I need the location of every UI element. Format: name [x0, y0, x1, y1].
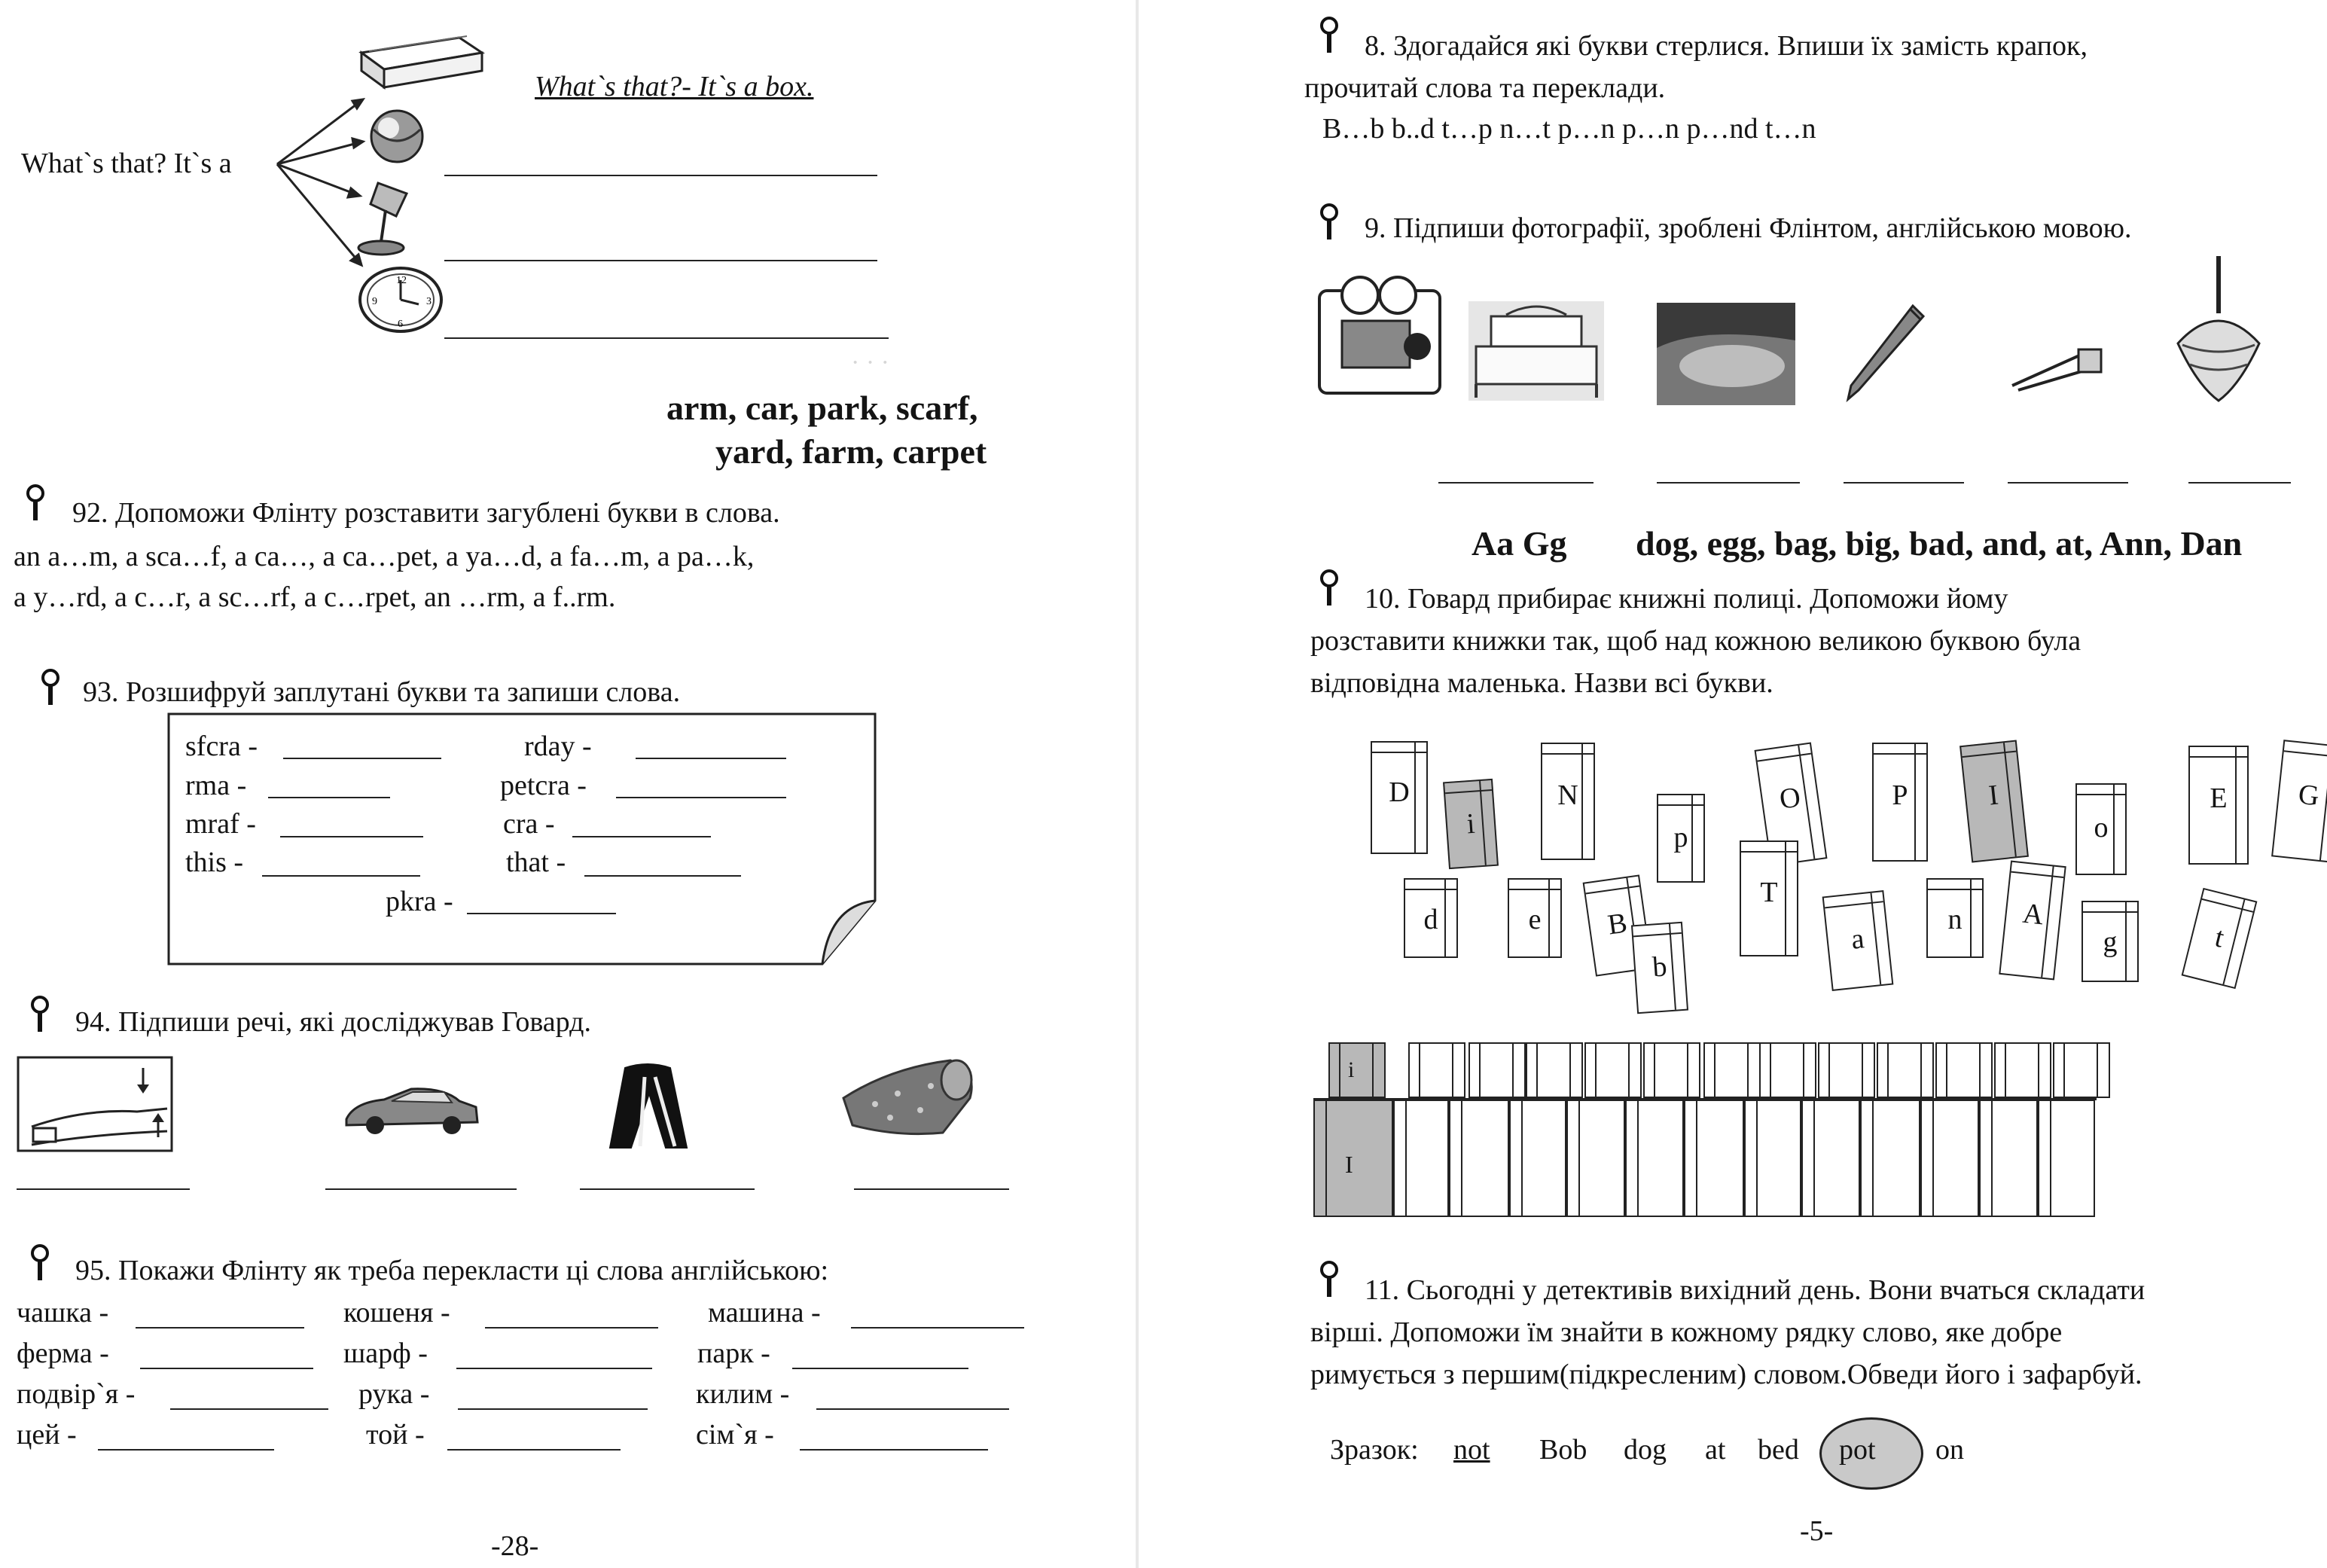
book-T[interactable]: [1740, 840, 1798, 956]
shelf-top-slot[interactable]: [1584, 1042, 1642, 1098]
answer-line[interactable]: [2188, 482, 2291, 484]
ex95-word: чашка -: [17, 1297, 109, 1329]
book-N[interactable]: [1541, 743, 1595, 860]
shelf-top-slot[interactable]: [2053, 1042, 2110, 1098]
book-letter: N: [1557, 779, 1578, 811]
letters-header: Aa Gg: [1472, 524, 1567, 563]
clock-icon: [357, 265, 444, 334]
ex10-title-line3: відповідна маленька. Назви всі букви.: [1310, 667, 1773, 699]
answer-line[interactable]: [458, 1408, 648, 1410]
book-A[interactable]: [1999, 861, 2066, 981]
book-letter: A: [2020, 898, 2045, 932]
answer-line[interactable]: [851, 1327, 1024, 1329]
book-letter: G: [2297, 778, 2321, 812]
shelf-small-letter: i: [1348, 1057, 1355, 1082]
ex93-item: sfcra -: [185, 731, 258, 762]
book-letter: T: [1760, 877, 1778, 908]
answer-line[interactable]: [800, 1449, 988, 1451]
shelf-bottom-slot[interactable]: [1684, 1100, 1744, 1217]
shelf-top-slot[interactable]: [1643, 1042, 1700, 1098]
key-icon: [30, 1244, 50, 1282]
answer-line[interactable]: [636, 758, 786, 759]
shelf-ledge: [1313, 1098, 2097, 1100]
answer-line[interactable]: [444, 175, 877, 176]
answer-line[interactable]: [485, 1327, 658, 1329]
ex95-word: ферма -: [17, 1338, 109, 1369]
shelf-bottom-slot[interactable]: [1744, 1100, 1801, 1217]
ex11-option[interactable]: on: [1935, 1434, 1964, 1466]
key-icon: [1319, 1261, 1339, 1298]
answer-line[interactable]: [280, 836, 423, 837]
answer-line[interactable]: [1844, 482, 1964, 484]
answer-line[interactable]: [17, 1188, 190, 1190]
book-letter: t: [2212, 921, 2228, 954]
shelf-bottom-slot[interactable]: [1860, 1100, 1920, 1217]
pond-icon: [1657, 303, 1795, 405]
answer-line[interactable]: [268, 797, 390, 798]
page-number: -5-: [1800, 1515, 1834, 1547]
ex95-word: кошеня -: [343, 1297, 450, 1329]
book-letter: a: [1850, 922, 1866, 956]
key-icon: [1319, 203, 1339, 241]
ex95-word: килим -: [696, 1378, 790, 1410]
word-list-line2: yard, farm, carpet: [715, 432, 987, 471]
top-icon: [2172, 253, 2265, 405]
key-icon: [1319, 17, 1339, 54]
book-a[interactable]: [1822, 890, 1894, 991]
ex11-option[interactable]: dog: [1624, 1434, 1667, 1466]
shelf-bottom-slot[interactable]: [1449, 1100, 1509, 1217]
book-letter: P: [1892, 779, 1908, 812]
shelf-top-slot[interactable]: [1328, 1042, 1386, 1098]
key-icon: [1319, 569, 1339, 607]
ex93-title: 93. Розшифруй заплутані букви та запиши слова.: [83, 676, 681, 708]
shelf-top-slot[interactable]: [1759, 1042, 1816, 1098]
box-icon: [354, 23, 489, 90]
car-icon: [339, 1081, 482, 1136]
book-d[interactable]: [1404, 878, 1458, 958]
answer-line[interactable]: [170, 1408, 328, 1410]
intro-example: What`s that?- It`s a box.: [535, 71, 814, 102]
shelf-bottom-slot[interactable]: [1920, 1100, 1979, 1217]
shelf-top-slot[interactable]: [1703, 1042, 1761, 1098]
book-letter: p: [1673, 822, 1688, 854]
answer-line[interactable]: [136, 1327, 304, 1329]
book-letter: E: [2210, 782, 2228, 815]
ex9-title: 9. Підпиши фотографії, зроблені Флінтом, англійською мовою.: [1365, 212, 2132, 244]
arm-icon: [17, 1056, 175, 1154]
answer-line[interactable]: [98, 1449, 274, 1451]
shelf-bottom-slot[interactable]: [1979, 1100, 2038, 1217]
shelf-bottom-slot[interactable]: [1566, 1100, 1625, 1217]
ex93-item: rday -: [524, 731, 592, 762]
ex11-sample-word: not: [1453, 1434, 1490, 1466]
book-e[interactable]: [1508, 878, 1562, 958]
book-t[interactable]: [2182, 888, 2258, 989]
ex95-word: шарф -: [343, 1338, 428, 1369]
ex10-title-line1: 10. Говард прибирає книжні полиці. Допоможи йому: [1365, 583, 2008, 615]
ex92-line1: an a…m, a sca…f, a ca…, a ca…pet, a ya…d, a fa…m, a pa…k,: [14, 541, 755, 572]
book-letter: e: [1528, 903, 1542, 935]
key-icon: [26, 484, 45, 522]
book-letter: d: [1423, 903, 1438, 935]
ex95-word: парк -: [697, 1338, 770, 1369]
ex95-word: цей -: [17, 1419, 77, 1451]
book-letter: n: [1947, 903, 1963, 935]
ex93-item: mraf -: [185, 808, 256, 840]
ex11-option[interactable]: at: [1705, 1434, 1726, 1466]
lamp-icon: [348, 177, 431, 260]
shelf-big-letter: I: [1345, 1151, 1353, 1178]
answer-line[interactable]: [792, 1368, 968, 1369]
book-letter: i: [1465, 807, 1476, 840]
book-I[interactable]: [1959, 740, 2029, 862]
answer-line[interactable]: [140, 1368, 313, 1369]
answer-line[interactable]: [1438, 482, 1594, 484]
intro-prompt: What`s that? It`s a: [21, 148, 232, 179]
book-letter: g: [2103, 926, 2118, 959]
svg-text:6: 6: [398, 319, 403, 330]
book-letter: O: [1777, 780, 1803, 816]
answer-line[interactable]: [444, 260, 877, 261]
left-page: [0, 0, 1137, 1568]
shelf-bottom-slot[interactable]: [1393, 1100, 1449, 1217]
pin-icon: [2003, 342, 2107, 395]
answer-line[interactable]: [580, 1188, 755, 1190]
ex10-title-line2: розставити книжки так, щоб над кожною великою буквою була: [1310, 625, 2081, 657]
ex94-title: 94. Підпиши речі, які досліджував Говард.: [75, 1006, 591, 1038]
answer-line[interactable]: [456, 1368, 652, 1369]
pen-icon: [1838, 300, 1928, 405]
ex8-words: B…b b..d t…p n…t p…n p…n p…nd t…n: [1322, 113, 1816, 145]
answer-line[interactable]: [572, 836, 711, 837]
book-letter: I: [1987, 779, 2000, 812]
answer-line[interactable]: [447, 1449, 621, 1451]
ex11-sample-label: Зразок:: [1330, 1434, 1419, 1466]
answer-line[interactable]: [262, 875, 420, 877]
shelf-bottom-slot[interactable]: [1313, 1100, 1393, 1217]
book-o[interactable]: [2075, 783, 2127, 875]
shelf-bottom-slot[interactable]: [2038, 1100, 2095, 1217]
book-E[interactable]: [2188, 746, 2249, 865]
svg-text:9: 9: [372, 296, 377, 307]
ex93-item: rma -: [185, 770, 247, 801]
shelf-bottom-slot[interactable]: [1801, 1100, 1860, 1217]
shelf-top-slot[interactable]: [1935, 1042, 1993, 1098]
ex11-option-circled[interactable]: pot: [1839, 1434, 1876, 1466]
shelf-top-slot[interactable]: [1526, 1042, 1583, 1098]
book-letter: o: [2094, 812, 2109, 844]
ex95-title: 95. Покажи Флінту як треба перекласти ці слова англійською:: [75, 1255, 829, 1286]
ex11-title-line2: вірші. Допоможи їм знайти в кожному рядку слово, яке добре: [1310, 1316, 2063, 1348]
projector-icon: [1315, 273, 1447, 399]
ex95-word: машина -: [708, 1297, 821, 1329]
shelf-bottom-slot[interactable]: [1509, 1100, 1566, 1217]
answer-line[interactable]: [854, 1188, 1009, 1190]
book-n[interactable]: [1926, 878, 1984, 958]
book-p[interactable]: [1657, 794, 1705, 883]
answer-line[interactable]: [1657, 482, 1800, 484]
svg-text:3: 3: [426, 296, 432, 307]
ex95-word: рука -: [358, 1378, 430, 1410]
book-letter: b: [1651, 950, 1668, 984]
ex11-option[interactable]: bed: [1758, 1434, 1799, 1466]
answer-line[interactable]: [816, 1408, 1009, 1410]
book-g[interactable]: [2081, 901, 2139, 982]
scarf-icon: [602, 1063, 693, 1152]
shelf-top-slot[interactable]: [1818, 1042, 1875, 1098]
ex95-word: той -: [366, 1419, 425, 1451]
ex92-line2: a y…rd, a c…r, a sc…rf, a c…rpet, an …rm, a f..rm.: [14, 581, 616, 613]
answer-line[interactable]: [283, 758, 441, 759]
key-icon: [41, 669, 60, 706]
ex93-item: cra -: [503, 808, 555, 840]
answer-line[interactable]: [325, 1188, 517, 1190]
book-P[interactable]: [1872, 743, 1928, 862]
ex93-item: pkra -: [386, 886, 453, 917]
letters-words: dog, egg, bag, big, bad, and, at, Ann, Dan: [1636, 524, 2243, 563]
bleed-through: · · ·: [851, 349, 889, 377]
ex92-title: 92. Допоможи Флінту розставити загублені букви в слова.: [72, 497, 780, 529]
page-number: -28-: [491, 1530, 539, 1562]
answer-line[interactable]: [616, 797, 786, 798]
ex93-item: this -: [185, 847, 244, 878]
book-letter: B: [1606, 907, 1630, 941]
answer-line[interactable]: [2008, 482, 2128, 484]
book-b[interactable]: [1631, 922, 1688, 1014]
ex11-option[interactable]: Bob: [1539, 1434, 1587, 1466]
carpet-icon: [837, 1053, 981, 1140]
ex11-title-line1: 11. Сьогодні у детективів вихідний день. Вони вчаться складати: [1365, 1274, 2146, 1306]
answer-line[interactable]: [584, 875, 741, 877]
answer-line[interactable]: [444, 337, 889, 339]
shelf-top-slot[interactable]: [1468, 1042, 1526, 1098]
ball-icon: [368, 107, 426, 166]
book-i[interactable]: [1443, 779, 1499, 869]
word-list-line1: arm, car, park, scarf,: [666, 389, 978, 427]
answer-line[interactable]: [467, 913, 616, 914]
ex95-word: сім`я -: [696, 1419, 774, 1451]
ex93-item: that -: [506, 847, 566, 878]
ex11-title-line3: римується з першим(підкресленим) словом.Обведи його і зафарбуй.: [1310, 1359, 2142, 1390]
ex8-title-line2: прочитай слова та переклади.: [1304, 72, 1666, 104]
ex95-word: подвір`я -: [17, 1378, 136, 1410]
book-G[interactable]: [2271, 740, 2327, 863]
book-D[interactable]: [1371, 741, 1428, 854]
shelf-bottom-slot[interactable]: [1625, 1100, 1684, 1217]
shelf-top-slot[interactable]: [1877, 1042, 1934, 1098]
bed-icon: [1468, 301, 1604, 401]
right-page: [1137, 0, 2327, 1568]
ex93-item: petcra -: [500, 770, 587, 801]
shelf-top-slot[interactable]: [1408, 1042, 1465, 1098]
book-letter: D: [1389, 776, 1410, 808]
ex8-title-line1: 8. Здогадайся які букви стерлися. Впиши їх замість крапок,: [1365, 30, 2088, 62]
shelf-top-slot[interactable]: [1994, 1042, 2051, 1098]
key-icon: [30, 996, 50, 1033]
svg-text:12: 12: [396, 275, 407, 286]
